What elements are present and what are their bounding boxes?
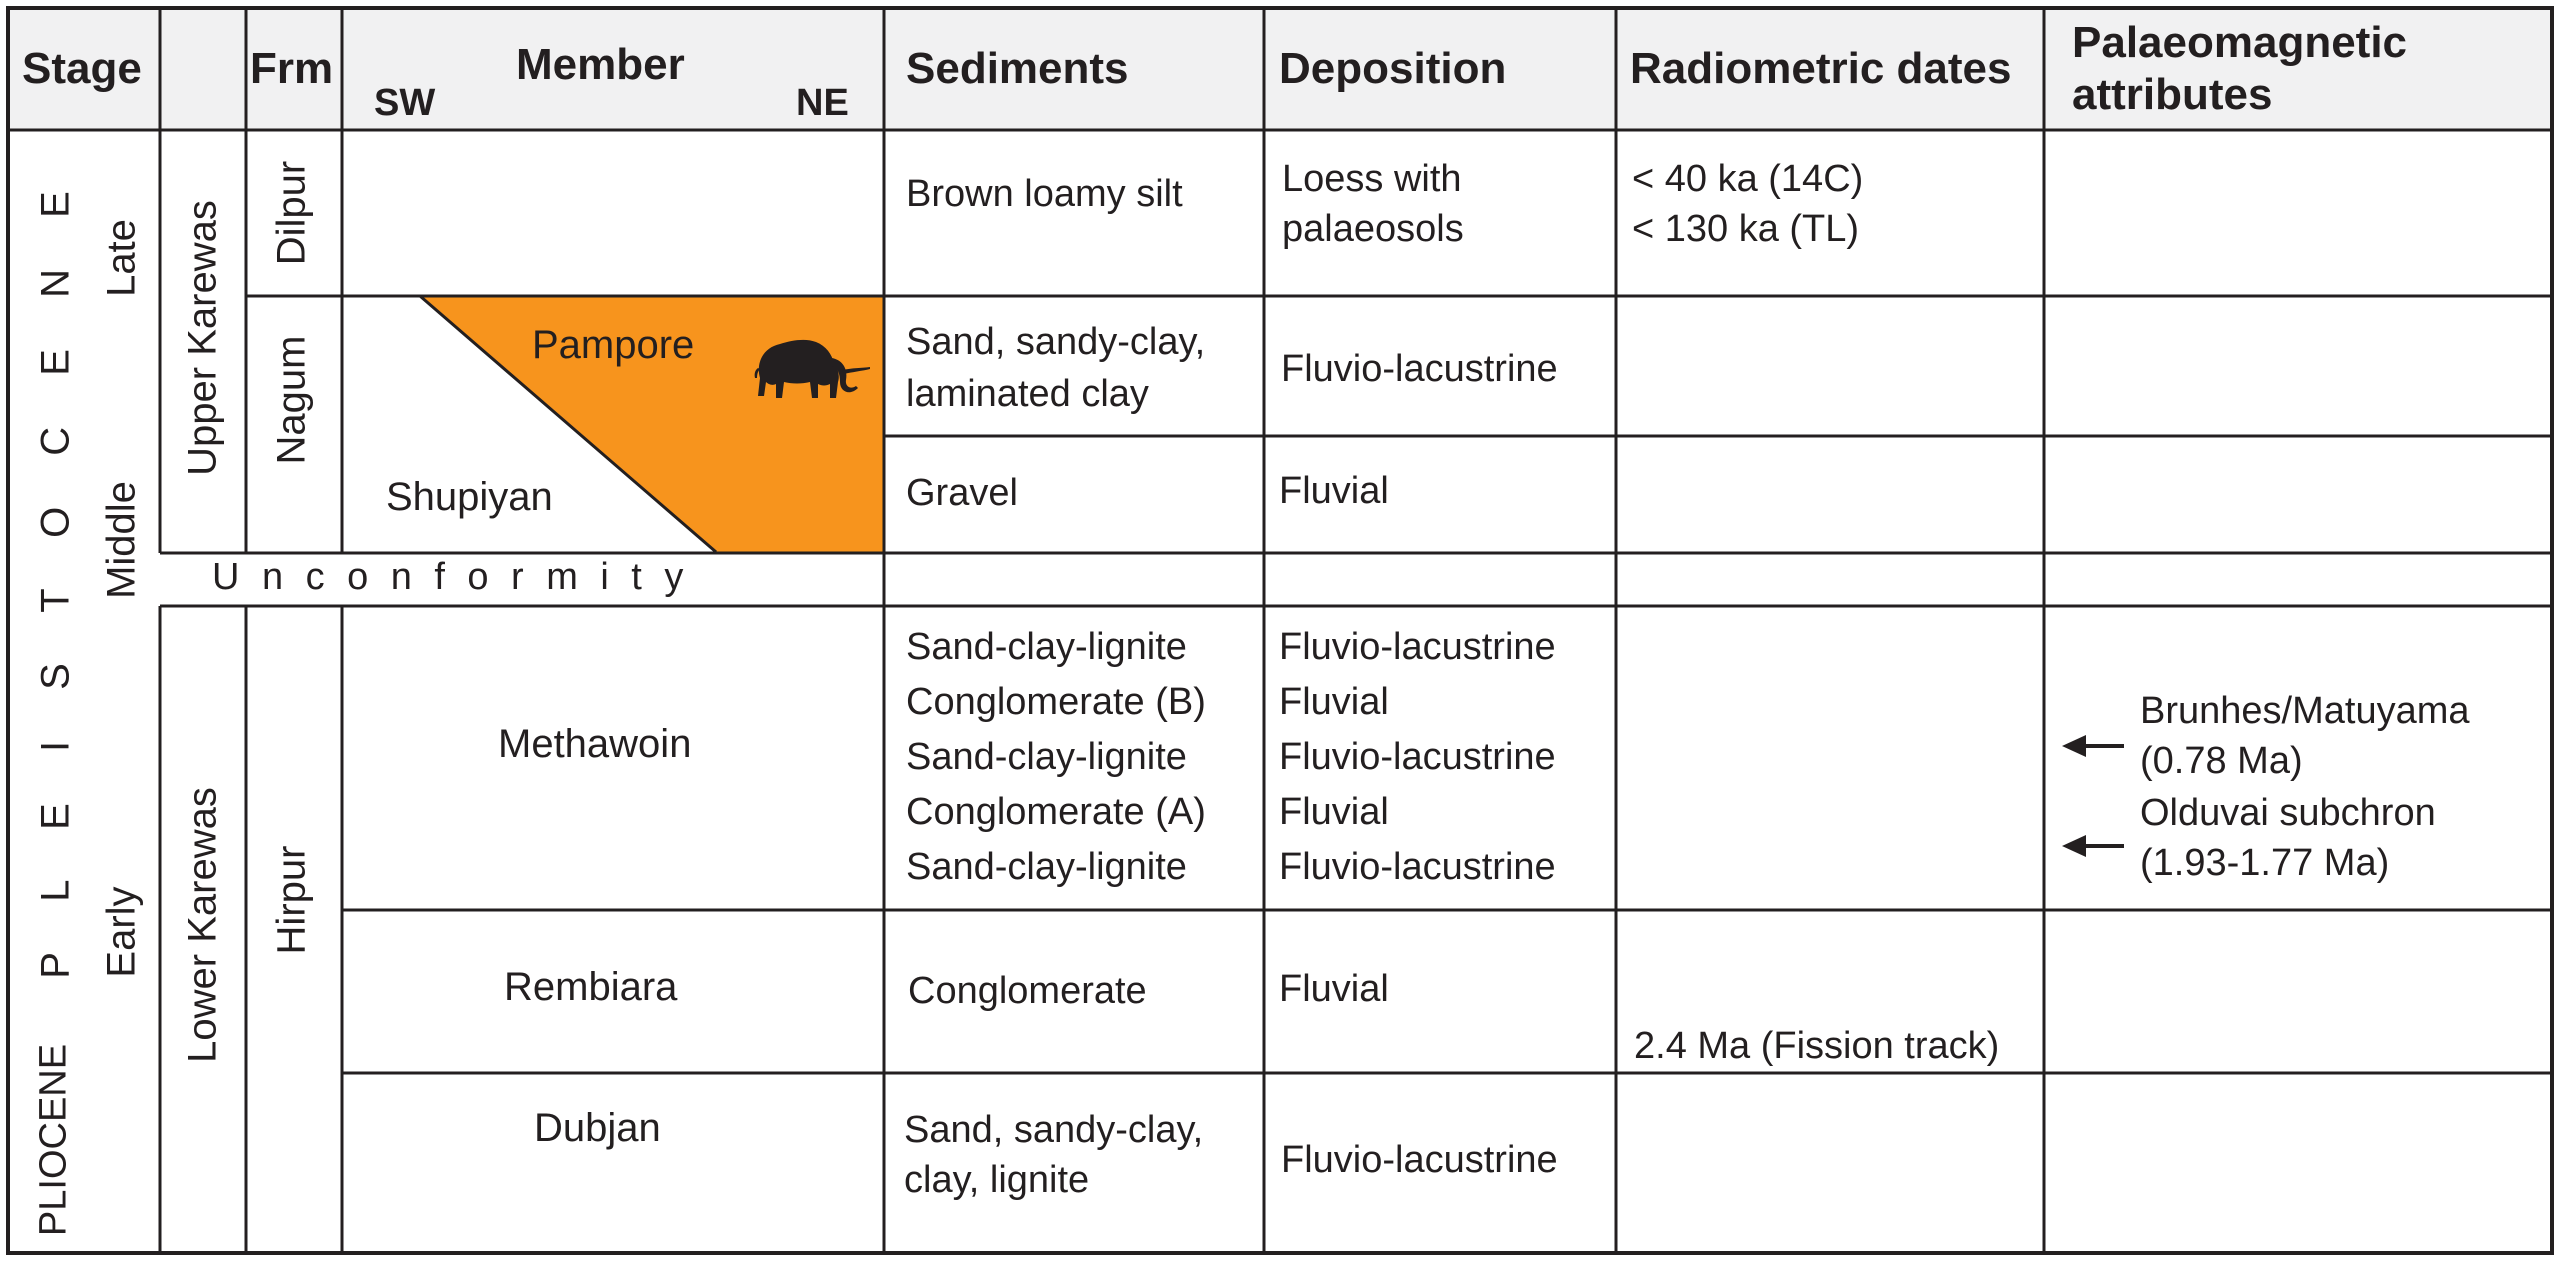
substage-middle: Middle	[99, 481, 144, 599]
formation-hirpur: Hirpur	[269, 845, 314, 955]
deposition-dilpur-2: palaeosols	[1282, 208, 1464, 250]
header-sediments: Sediments	[906, 44, 1129, 93]
deposition-methawoin-4: Fluvial	[1279, 791, 1389, 833]
substage-late: Late	[99, 219, 144, 297]
sediments-dilpur: Brown loamy silt	[906, 173, 1183, 215]
arrow-left-icon	[2084, 844, 2124, 848]
member-methawoin: Methawoin	[498, 722, 692, 766]
sediments-dubjan-1: Sand, sandy-clay,	[904, 1109, 1204, 1151]
sediments-methawoin-2: Conglomerate (B)	[906, 681, 1206, 723]
stage-pleistocene: P L E I S T O C E N E	[33, 171, 78, 979]
deposition-rembiara: Fluvial	[1279, 968, 1389, 1010]
header-radiometric: Radiometric dates	[1630, 44, 2012, 93]
radiometric-dilpur-2: < 130 ka (TL)	[1632, 208, 1860, 250]
member-dubjan: Dubjan	[534, 1106, 661, 1150]
deposition-pampore: Fluvio-lacustrine	[1281, 348, 1558, 390]
deposition-dilpur-1: Loess with	[1282, 158, 1462, 200]
unconformity-label: Unconformity	[212, 556, 706, 598]
palaeo-olduvai-name: Olduvai subchron	[2140, 792, 2436, 834]
member-rembiara: Rembiara	[504, 965, 678, 1009]
formation-nagum: Nagum	[269, 335, 314, 465]
header-sw: SW	[374, 82, 436, 124]
deposition-methawoin-2: Fluvial	[1279, 681, 1389, 723]
header-deposition: Deposition	[1279, 44, 1507, 93]
arrow-left-icon	[2084, 744, 2124, 748]
deposition-methawoin-5: Fluvio-lacustrine	[1279, 846, 1556, 888]
sediments-pampore-1: Sand, sandy-clay,	[906, 321, 1206, 363]
sediments-methawoin-1: Sand-clay-lignite	[906, 626, 1187, 668]
header-ne: NE	[796, 82, 849, 124]
radiometric-dilpur-1: < 40 ka (14C)	[1632, 158, 1864, 200]
formation-dilpur: Dilpur	[269, 160, 314, 266]
deposition-methawoin-1: Fluvio-lacustrine	[1279, 626, 1556, 668]
member-pampore: Pampore	[532, 323, 695, 367]
header-frm: Frm	[250, 44, 334, 93]
palaeo-brunhes-age: (0.78 Ma)	[2140, 740, 2303, 782]
sediments-methawoin-4: Conglomerate (A)	[906, 791, 1206, 833]
header-member: Member	[516, 40, 685, 89]
deposition-shupiyan: Fluvial	[1279, 470, 1389, 512]
sediments-methawoin	[906, 620, 1206, 895]
elephant-icon	[752, 334, 872, 404]
sediments-dubjan-2: clay, lignite	[904, 1159, 1090, 1201]
header-palaeomagnetic-1: Palaeomagnetic	[2072, 18, 2408, 67]
group-upper-karewas: Upper Karewas	[180, 200, 225, 476]
sediments-rembiara: Conglomerate	[908, 970, 1147, 1012]
deposition-methawoin-3: Fluvio-lacustrine	[1279, 736, 1556, 778]
sediments-methawoin-5: Sand-clay-lignite	[906, 846, 1187, 888]
substage-early: Early	[99, 886, 144, 978]
deposition-dubjan: Fluvio-lacustrine	[1281, 1139, 1558, 1181]
palaeo-olduvai-age: (1.93-1.77 Ma)	[2140, 842, 2390, 884]
sediments-methawoin-3: Sand-clay-lignite	[906, 736, 1187, 778]
deposition-methawoin	[1279, 620, 1556, 895]
radiometric-rembiara: 2.4 Ma (Fission track)	[1634, 1025, 2000, 1067]
stage-pliocene: PLIOCENE	[32, 1043, 75, 1237]
sediments-shupiyan: Gravel	[906, 472, 1018, 514]
sediments-pampore-2: laminated clay	[906, 373, 1149, 415]
header-palaeomagnetic-2: attributes	[2072, 70, 2273, 119]
palaeo-brunhes-name: Brunhes/Matuyama	[2140, 690, 2470, 732]
header-stage: Stage	[22, 44, 142, 93]
group-lower-karewas: Lower Karewas	[180, 787, 225, 1063]
member-shupiyan: Shupiyan	[386, 475, 553, 519]
